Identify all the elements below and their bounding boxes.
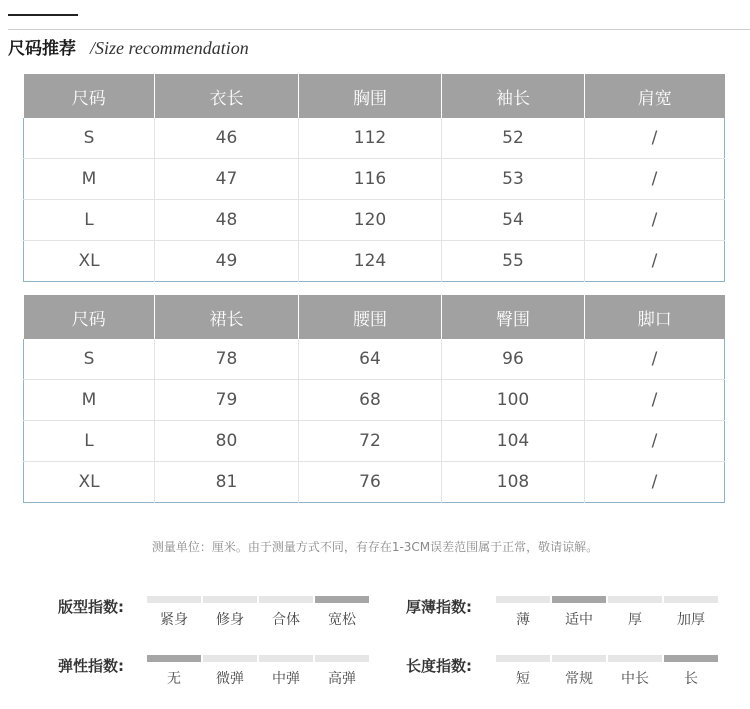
table-cell: 76 bbox=[299, 462, 442, 503]
option-label: 短 bbox=[516, 671, 530, 687]
option-bar bbox=[315, 596, 369, 603]
thickness-index bbox=[406, 596, 726, 636]
table-cell: 53 bbox=[442, 159, 585, 200]
table-row bbox=[24, 421, 725, 462]
thickness-option bbox=[608, 596, 662, 636]
option-label: 宽松 bbox=[328, 612, 356, 628]
table-cell: 120 bbox=[299, 200, 442, 241]
option-label: 合体 bbox=[272, 612, 300, 628]
fit-option bbox=[259, 596, 313, 636]
table-cell: 47 bbox=[155, 159, 299, 200]
section-title-cn: 尺码推荐 bbox=[8, 39, 76, 59]
thickness-option bbox=[664, 596, 718, 636]
fit-option bbox=[147, 596, 201, 636]
table-cell: XL bbox=[24, 241, 155, 282]
elasticity-option bbox=[147, 655, 201, 695]
length-index bbox=[406, 655, 726, 695]
table-row bbox=[24, 462, 725, 503]
table-cell: / bbox=[585, 159, 725, 200]
table-row bbox=[24, 339, 725, 380]
table-cell: 55 bbox=[442, 241, 585, 282]
thickness-option bbox=[552, 596, 606, 636]
option-label: 长 bbox=[684, 671, 698, 687]
option-label: 加厚 bbox=[677, 612, 705, 628]
table-header-row bbox=[24, 74, 725, 118]
table-cell: / bbox=[585, 380, 725, 421]
title-underline-accent bbox=[8, 14, 78, 16]
title-divider-left bbox=[8, 29, 78, 30]
table-cell: / bbox=[651, 349, 658, 369]
option-label: 薄 bbox=[516, 612, 530, 628]
table-cell: / bbox=[585, 462, 725, 503]
table-cell: L bbox=[24, 200, 155, 241]
table-cell: 79 bbox=[155, 380, 299, 421]
fit-option bbox=[203, 596, 257, 636]
table-cell: 72 bbox=[299, 421, 442, 462]
option-label: 中弹 bbox=[272, 671, 300, 687]
table-cell: S bbox=[24, 339, 155, 380]
option-bar bbox=[147, 596, 201, 603]
length-option bbox=[608, 655, 662, 695]
option-bar bbox=[259, 655, 313, 662]
table-cell: M bbox=[24, 159, 155, 200]
table-header-row bbox=[24, 295, 725, 339]
option-bar bbox=[664, 596, 718, 603]
option-bar bbox=[147, 655, 201, 662]
length-option bbox=[496, 655, 550, 695]
table-cell: 54 bbox=[442, 200, 585, 241]
elasticity-option bbox=[259, 655, 313, 695]
column-header: 袖长 bbox=[442, 74, 585, 118]
table-cell: 52 bbox=[442, 118, 585, 159]
column-header: 脚口 bbox=[585, 295, 725, 339]
table-cell: 100 bbox=[442, 380, 585, 421]
section-title-en: /Size recommendation bbox=[90, 38, 249, 58]
fit-index-label: 版型指数: bbox=[58, 598, 124, 616]
table-cell: / bbox=[651, 128, 658, 148]
column-header: 肩宽 bbox=[585, 74, 725, 118]
option-label: 无 bbox=[167, 671, 181, 687]
table-cell: 78 bbox=[155, 339, 299, 380]
length-option bbox=[552, 655, 606, 695]
table-row bbox=[24, 200, 725, 241]
option-label: 中长 bbox=[621, 671, 649, 687]
option-bar bbox=[552, 596, 606, 603]
option-label: 高弹 bbox=[328, 671, 356, 687]
column-header: 腰围 bbox=[299, 295, 442, 339]
option-bar bbox=[496, 655, 550, 662]
fit-index bbox=[58, 596, 378, 636]
bottom-size-table bbox=[23, 295, 725, 503]
section-title bbox=[8, 36, 249, 60]
table-cell: L bbox=[24, 421, 155, 462]
top-size-table bbox=[23, 74, 725, 282]
option-bar bbox=[259, 596, 313, 603]
table-cell: XL bbox=[24, 462, 155, 503]
table-cell: 68 bbox=[299, 380, 442, 421]
table-cell: 81 bbox=[155, 462, 299, 503]
table-cell: / bbox=[585, 200, 725, 241]
thickness-index-label: 厚薄指数: bbox=[406, 598, 472, 616]
table-cell: 112 bbox=[299, 118, 442, 159]
elasticity-index-label: 弹性指数: bbox=[58, 657, 124, 675]
table-cell: S bbox=[24, 118, 155, 159]
option-bar bbox=[496, 596, 550, 603]
fit-option bbox=[315, 596, 369, 636]
table-row bbox=[24, 118, 725, 159]
thickness-option bbox=[496, 596, 550, 636]
option-label: 修身 bbox=[216, 612, 244, 628]
title-divider bbox=[78, 29, 750, 30]
column-header: 尺码 bbox=[24, 74, 155, 118]
option-bar bbox=[315, 655, 369, 662]
length-option bbox=[664, 655, 718, 695]
column-header: 臀围 bbox=[442, 295, 585, 339]
option-bar bbox=[664, 655, 718, 662]
table-cell: 124 bbox=[299, 241, 442, 282]
option-label: 适中 bbox=[565, 612, 593, 628]
option-label: 常规 bbox=[565, 671, 593, 687]
column-header: 尺码 bbox=[24, 295, 155, 339]
option-label: 厚 bbox=[628, 612, 642, 628]
table-cell: 46 bbox=[155, 118, 299, 159]
table-row bbox=[24, 380, 725, 421]
table-cell: / bbox=[585, 421, 725, 462]
elasticity-option bbox=[315, 655, 369, 695]
option-bar bbox=[552, 655, 606, 662]
column-header: 胸围 bbox=[299, 74, 442, 118]
table-cell: 96 bbox=[442, 339, 585, 380]
elasticity-index bbox=[58, 655, 378, 695]
measurement-note: 测量单位：厘米。由于测量方式不同，有存在1-3CM误差范围属于正常，敬请谅解。 bbox=[151, 540, 599, 554]
table-cell: 108 bbox=[442, 462, 585, 503]
table-row bbox=[24, 159, 725, 200]
table-cell: 64 bbox=[299, 339, 442, 380]
table-cell: / bbox=[585, 241, 725, 282]
option-bar bbox=[608, 596, 662, 603]
option-bar bbox=[203, 596, 257, 603]
table-row bbox=[24, 241, 725, 282]
column-header: 裙长 bbox=[155, 295, 299, 339]
option-bar bbox=[608, 655, 662, 662]
table-cell: 116 bbox=[299, 159, 442, 200]
option-bar bbox=[203, 655, 257, 662]
column-header: 衣长 bbox=[155, 74, 299, 118]
table-cell: 48 bbox=[155, 200, 299, 241]
table-cell: 49 bbox=[155, 241, 299, 282]
length-index-label: 长度指数: bbox=[406, 657, 472, 675]
option-label: 微弹 bbox=[216, 671, 244, 687]
table-cell: 104 bbox=[442, 421, 585, 462]
table-cell: M bbox=[24, 380, 155, 421]
elasticity-option bbox=[203, 655, 257, 695]
option-label: 紧身 bbox=[160, 612, 188, 628]
table-cell: 80 bbox=[155, 421, 299, 462]
